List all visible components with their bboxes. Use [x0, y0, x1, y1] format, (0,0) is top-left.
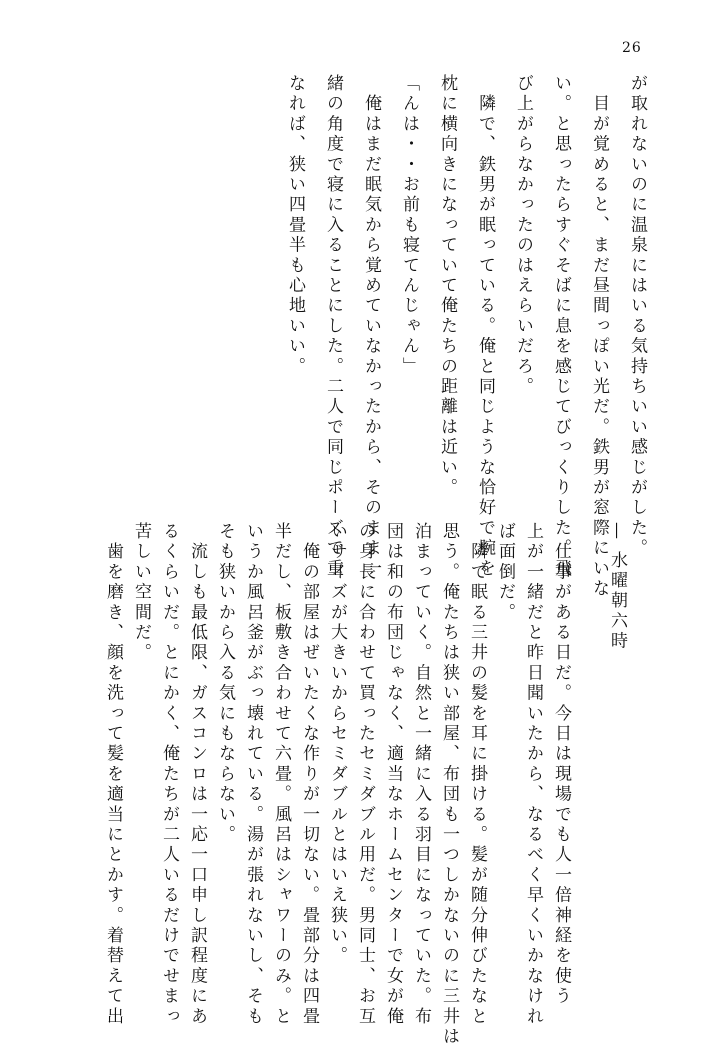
text-column: 思う。俺たちは狭い部屋、布団も一つしかないのに三井は [439, 522, 459, 1047]
text-column: 流しも最低限、ガスコンロは一応一口申し訳程度にあ [187, 522, 207, 1027]
page-number: 26 [622, 40, 642, 56]
text-column: 団は和の布団じゃなく、適当なホームセンターで女が俺 [383, 522, 403, 1027]
text-column: いサイズが大きいからセミダブルとはいえ狭い。 [327, 522, 347, 967]
text-column: 隣で眠る三井の髪を耳に掛ける。髪が随分伸びたなと [467, 522, 487, 1027]
text-column: い。と思ったらすぐそばに息を感じてびっくりした。飛 [551, 74, 571, 579]
text-column: なれば、狭い四畳半も心地いい。 [285, 74, 305, 377]
text-column: 仕事がある日だ。今日は現場でも人一倍神経を使う [551, 522, 571, 1007]
text-column: るくらいだ。とにかく、俺たちが二人いるだけでせまっ [159, 522, 179, 1027]
text-column: 苦しい空間だ。 [131, 522, 151, 664]
text-column: 俺の部屋はぜいたくな作りが一切ない。畳部分は四畳 [299, 522, 319, 1027]
text-column: 隣で、鉄男が眠っている。俺と同じような恰好で腕を [475, 74, 495, 579]
text-column: 上が一緒だと昨日聞いたから、なるべく早くいかなけれ [523, 522, 543, 1027]
text-column: いうか風呂釜がぶっ壊れている。湯が張れないし、そも [243, 522, 263, 1027]
text-column: 泊まっていく。自然と一緒に入る羽目になっていた。布 [411, 522, 431, 1027]
text-column: び上がらなかったのはえらいだろ。 [513, 74, 533, 398]
section-heading: — 水曜朝六時 [607, 522, 627, 652]
text-column: 目が覚めると、まだ昼間っぽい光だ。鉄男が窓際にいな [589, 74, 609, 600]
text-column: 半だし、板敷き合わせて六畳。風呂はシャワーのみ。と [271, 522, 291, 1027]
text-column: が取れないのに温泉にはいる気持ちいい感じがした。 [627, 74, 647, 559]
text-column: そも狭いから入る気にもならない。 [215, 522, 235, 846]
text-column: 枕に横向きになっていて俺たちの距離は近い。 [437, 74, 457, 499]
text-column: 歯を磨き、顔を洗って髪を適当にとかす。着替えて出 [103, 522, 123, 1027]
text-column: ば面倒だ。 [495, 522, 515, 623]
text-column: 緒の角度で寝に入ることにした。二人で同じポーズで重 [323, 74, 343, 579]
text-column: 「んは・・お前も寝てんじゃん」 [399, 74, 419, 377]
text-column: 俺はまだ眠気から覚めていなかったから、そのまま一 [361, 74, 381, 579]
text-column: の身長に合わせて買ったセミダブル用だ。男同士、お互 [355, 522, 375, 1027]
